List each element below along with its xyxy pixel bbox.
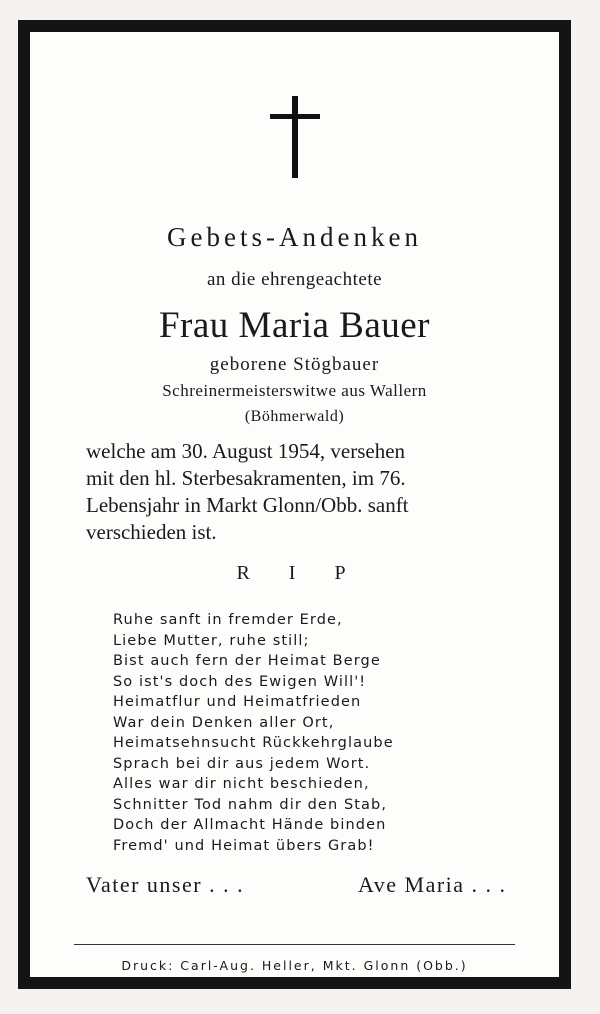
poem-line: Schnitter Tod nahm dir den Stab, bbox=[113, 796, 388, 813]
poem-line: Alles war dir nicht beschieden, bbox=[113, 776, 370, 792]
death-notice bbox=[86, 438, 556, 546]
rip-text: R I P bbox=[236, 562, 363, 584]
printer-credit: Druck: Carl-Aug. Heller, Mkt. Glonn (Obb.) bbox=[121, 958, 468, 973]
notice-line: Lebensjahr in Markt Glonn/Obb. sanft bbox=[86, 493, 409, 517]
poem-line: Bist auch fern der Heimat Berge bbox=[113, 653, 381, 669]
deceased-name: Frau Maria Bauer bbox=[158, 305, 430, 346]
poem-line: So ist's doch des Ewigen Will'! bbox=[113, 673, 367, 690]
notice-line: verschieden ist. bbox=[86, 520, 217, 544]
maiden-name: geborene Stögbauer bbox=[209, 354, 380, 375]
poem bbox=[113, 610, 394, 856]
poem-line: Liebe Mutter, ruhe still; bbox=[113, 632, 310, 649]
memorial-card bbox=[18, 20, 571, 989]
divider bbox=[74, 944, 515, 945]
poem-line: War dein Denken aller Ort, bbox=[113, 714, 335, 731]
prayer-ave-maria: Ave Maria . . . bbox=[358, 872, 507, 897]
occupation: Schreinermeisterswitwe aus Wallern bbox=[162, 381, 427, 400]
poem-line: Fremd' und Heimat übers Grab! bbox=[113, 837, 375, 854]
poem-line: Heimatsehnsucht Rückkehrglaube bbox=[113, 735, 394, 751]
poem-line: Sprach bei dir aus jedem Wort. bbox=[113, 755, 371, 772]
preamble: an die ehrengeachtete bbox=[206, 269, 383, 290]
prayer-vater-unser: Vater unser . . . bbox=[86, 872, 245, 897]
poem-line: Ruhe sanft in fremder Erde, bbox=[113, 612, 343, 628]
region: (Böhmerwald) bbox=[244, 408, 345, 425]
notice-line: mit den hl. Sterbesakramenten, im 76. bbox=[86, 466, 406, 490]
poem-line: Doch der Allmacht Hände binden bbox=[113, 817, 387, 833]
cross-icon bbox=[270, 96, 320, 178]
card-title: Gebets-Andenken bbox=[167, 222, 422, 252]
poem-line: Heimatflur und Heimatfrieden bbox=[113, 694, 362, 710]
notice-line: welche am 30. August 1954, versehen bbox=[86, 439, 406, 463]
